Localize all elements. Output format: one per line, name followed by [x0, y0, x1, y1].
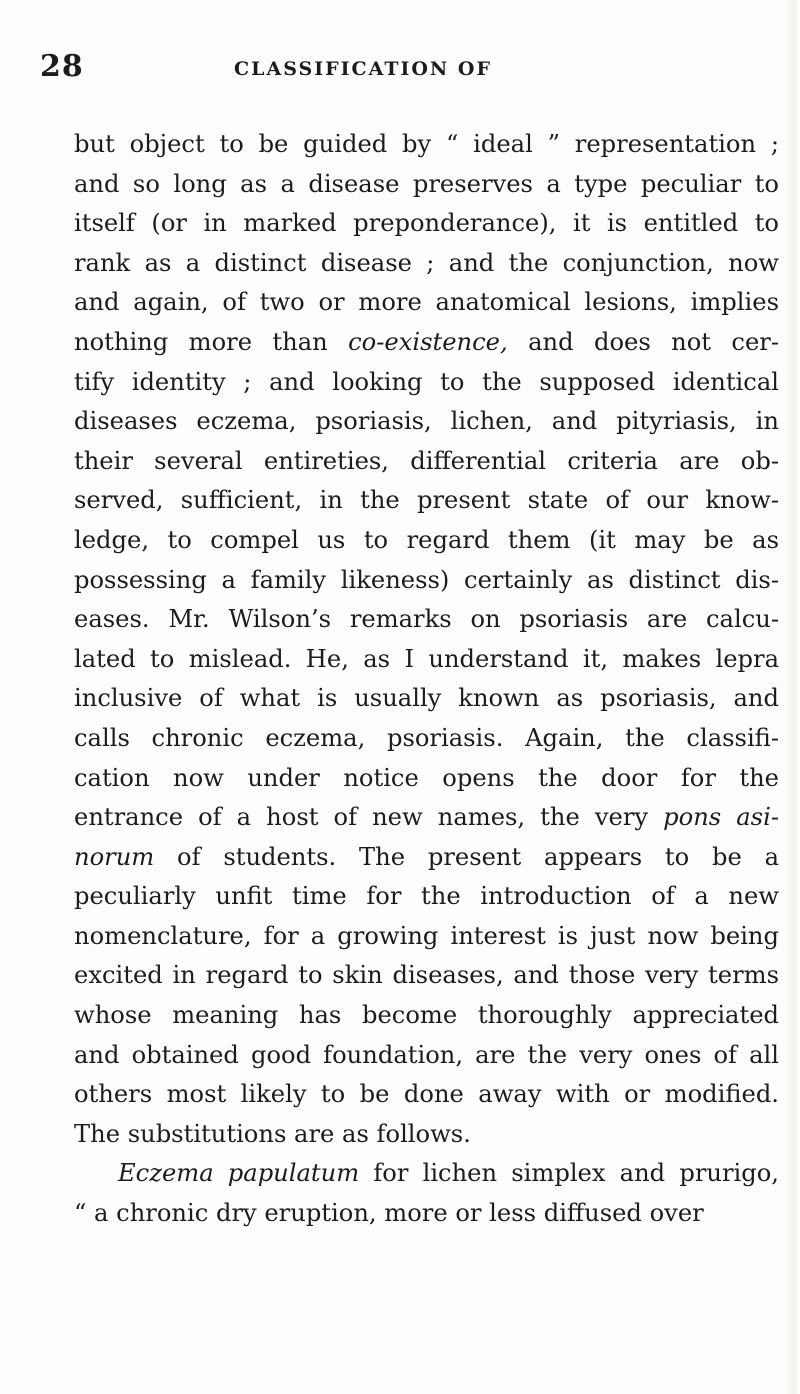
text-line	[74, 481, 779, 521]
text-segment: rank as a distinct disease ; and the conjunction, now	[74, 248, 779, 277]
text-segment: “ a chronic dry eruption, more or less diffused over	[74, 1199, 704, 1228]
text-line	[74, 1075, 779, 1115]
text-line	[74, 1036, 779, 1076]
italic-text: Eczema papulatum	[118, 1159, 360, 1188]
text-line	[74, 719, 779, 759]
text-line	[74, 204, 779, 244]
text-segment: nothing more than	[74, 327, 349, 356]
text-segment: calls chronic eczema, psoriasis. Again, the classifi-	[74, 723, 779, 752]
text-segment: diseases eczema, psoriasis, lichen, and pityriasis, in	[74, 407, 779, 436]
text-line	[74, 244, 779, 284]
page-number: 28	[40, 49, 84, 84]
text-line	[74, 1154, 779, 1194]
text-segment: excited in regard to skin diseases, and those very terms	[74, 961, 779, 990]
text-segment: entrance of a host of new names, the very	[74, 803, 664, 832]
text-segment: cation now under notice opens the door for the	[74, 763, 779, 792]
text-line	[74, 402, 779, 442]
text-line	[74, 561, 779, 601]
text-segment: their several entireties, differential criteria are ob-	[74, 446, 779, 475]
text-segment: whose meaning has become thoroughly appreciated	[74, 1001, 779, 1030]
text-segment: and obtained good foundation, are the very ones of all	[74, 1040, 779, 1069]
text-segment: and so long as a disease preserves a type peculiar to	[74, 169, 779, 198]
text-segment: ledge, to compel us to regard them (it may be as	[74, 525, 779, 554]
text-segment: but object to be guided by “ ideal ” representation ;	[74, 130, 779, 158]
text-segment: inclusive of what is usually known as psoriasis, and	[74, 684, 779, 713]
text-line	[74, 679, 779, 719]
text-line	[74, 165, 779, 205]
text-line	[74, 956, 779, 996]
text-line	[74, 1115, 779, 1155]
text-line	[74, 125, 779, 165]
text-line	[74, 877, 779, 917]
text-segment: itself (or in marked preponderance), it is entitled to	[74, 209, 779, 238]
text-segment: and again, of two or more anatomical lesions, implies	[74, 288, 779, 317]
text-line	[74, 917, 779, 957]
text-segment: others most likely to be done away with or modified.	[74, 1080, 779, 1109]
text-line	[74, 640, 779, 680]
text-line	[74, 1194, 779, 1234]
body-text	[74, 125, 779, 1234]
text-segment: and does not cer-	[507, 327, 779, 356]
text-segment: of students. The present appears to be a	[154, 842, 779, 871]
text-line	[74, 996, 779, 1036]
page-edge	[786, 0, 800, 1394]
text-line	[74, 798, 779, 838]
text-line	[74, 283, 779, 323]
text-segment: possessing a family likeness) certainly as distinct dis-	[74, 565, 779, 594]
text-segment: nomenclature, for a growing interest is just now being	[74, 921, 779, 950]
text-segment: tify identity ; and looking to the supposed identical	[74, 367, 779, 396]
text-segment: for lichen simplex and prurigo,	[359, 1159, 779, 1188]
text-line	[74, 442, 779, 482]
italic-text: co-existence,	[348, 327, 508, 356]
text-segment: served, sufficient, in the present state of our know-	[74, 486, 779, 515]
text-segment: peculiarly unfit time for the introduction of a new	[74, 882, 779, 911]
text-line	[74, 363, 779, 403]
italic-text: norum	[74, 842, 155, 871]
text-line	[74, 759, 779, 799]
running-head: CLASSIFICATION OF	[234, 58, 492, 80]
italic-text: pons asi-	[663, 803, 780, 832]
text-line	[74, 323, 779, 363]
text-line	[74, 838, 779, 878]
text-line	[74, 600, 779, 640]
text-segment: The substitutions are as follows.	[74, 1119, 471, 1148]
text-segment: eases. Mr. Wilson’s remarks on psoriasis are calcu-	[74, 605, 779, 634]
text-line	[74, 521, 779, 561]
text-segment: lated to mislead. He, as I understand it, makes lepra	[74, 644, 779, 673]
